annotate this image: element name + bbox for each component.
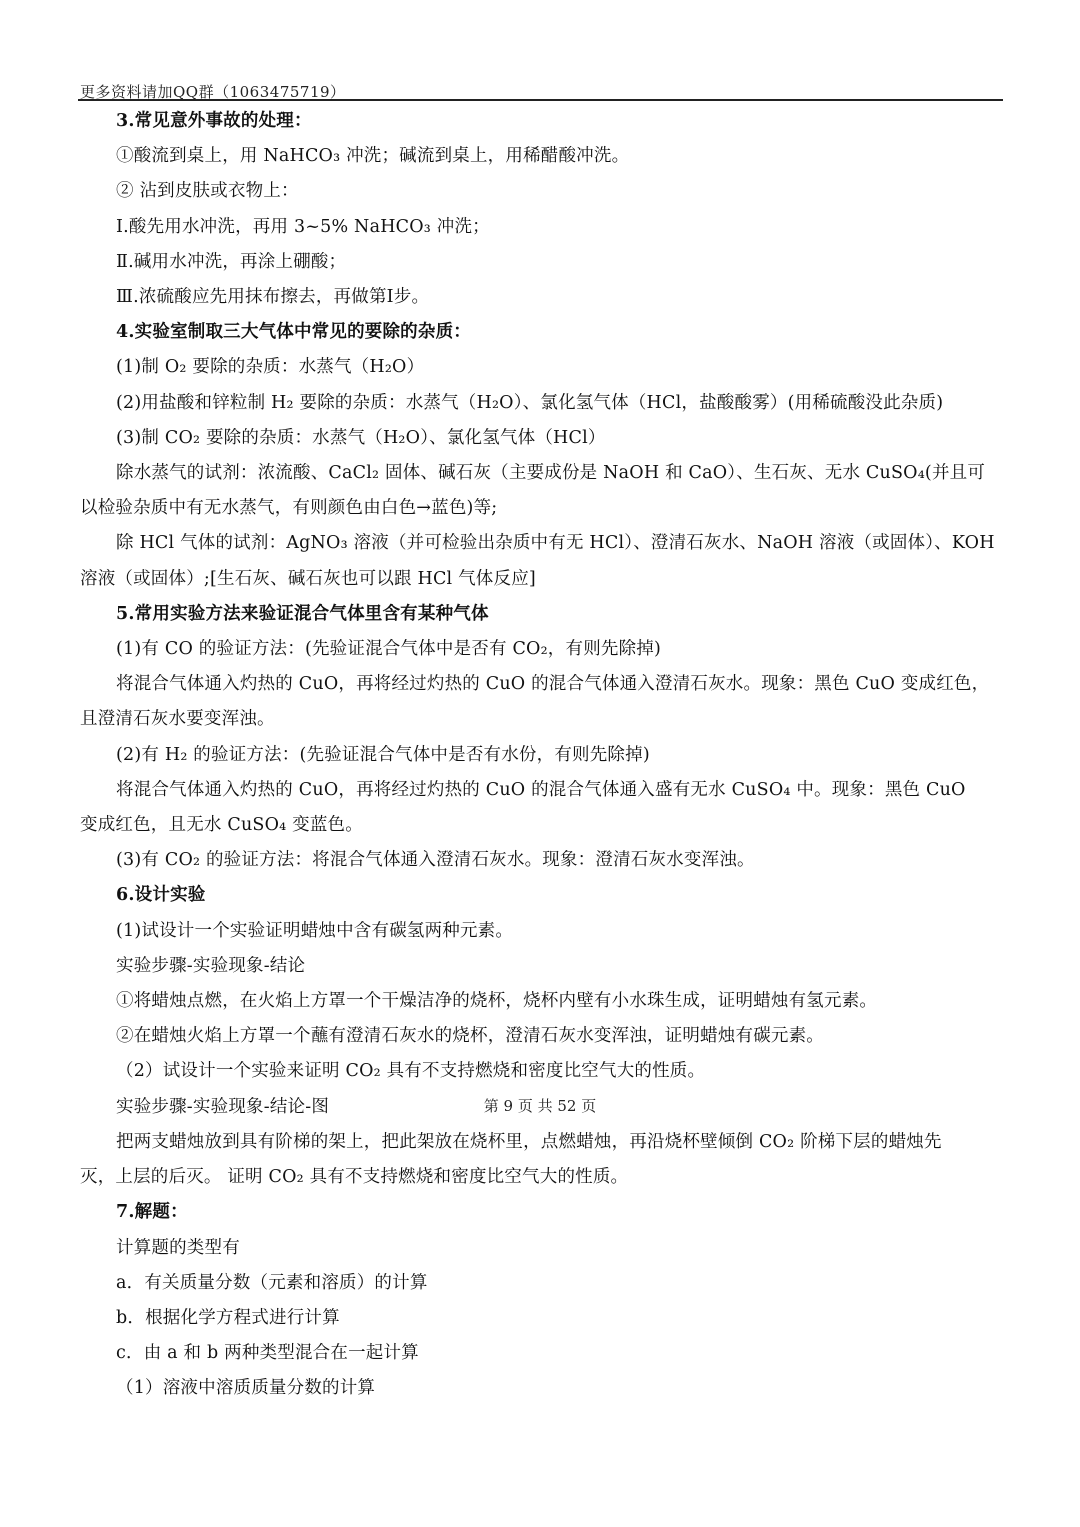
- paragraph: Ⅰ.酸先用水冲洗，再用 3~5% NaHCO₃ 冲洗；: [116, 216, 490, 237]
- page-header: 更多资料请加QQ群（1063475719）: [80, 83, 346, 101]
- paragraph: ② 沾到皮肤或衣物上：: [116, 181, 299, 202]
- paragraph: 将混合气体通入灼热的 CuO，再将经过灼热的 CuO 的混合气体通入澄清石灰水。现象：黑色 CuO 变成红色，: [116, 674, 990, 695]
- paragraph: ①将蜡烛点燃，在火焰上方罩一个干燥洁净的烧杯，烧杯内壁有小水珠生成，证明蜡烛有氢元素。: [116, 991, 878, 1012]
- paragraph: 把两支蜡烛放到具有阶梯的架上，把此架放在烧杯里，点燃蜡烛，再沿烧杯壁倾倒 CO₂ 阶梯下层的蜡烛先: [116, 1131, 942, 1152]
- paragraph: 实验步骤-实验现象-结论-图: [116, 1096, 330, 1117]
- paragraph-continued: 溶液（或固体）;[生石灰、碱石灰也可以跟 HCl 气体反应]: [80, 568, 536, 589]
- paragraph: Ⅲ.浓硫酸应先用抹布擦去，再做第Ⅰ步。: [116, 287, 430, 308]
- paragraph: (1)有 CO 的验证方法：(先验证混合气体中是否有 CO₂，有则先除掉): [116, 639, 662, 660]
- section-5-title: 5.常用实验方法来验证混合气体里含有某种气体: [116, 603, 489, 624]
- paragraph: (3)有 CO₂ 的验证方法：将混合气体通入澄清石灰水。现象：澄清石灰水变浑浊。: [116, 850, 755, 871]
- paragraph: 将混合气体通入灼热的 CuO，再将经过灼热的 CuO 的混合气体通入盛有无水 CuSO₄ 中。现象：黑色 CuO: [116, 779, 966, 800]
- paragraph: Ⅱ.碱用水冲洗，再涂上硼酸；: [116, 251, 347, 272]
- paragraph: 计算题的类型有: [116, 1237, 240, 1258]
- paragraph: (2)有 H₂ 的验证方法：(先验证混合气体中是否有水份，有则先除掉): [116, 744, 650, 765]
- paragraph: (3)制 CO₂ 要除的杂质：水蒸气（H₂O）、氯化氢气体（HCl）: [116, 427, 606, 448]
- page-number: 第 9 页 共 52 页: [483, 1097, 597, 1115]
- paragraph: 除 HCl 气体的试剂：AgNO₃ 溶液（并可检验出杂质中有无 HCl）、澄清石灰水、NaOH 溶液（或固体）、KOH: [116, 533, 995, 554]
- header-divider: [78, 99, 1003, 101]
- paragraph-continued: 灭，上层的后灭。 证明 CO₂ 具有不支持燃烧和密度比空气大的性质。: [80, 1167, 629, 1188]
- list-item: b．根据化学方程式进行计算: [116, 1307, 340, 1328]
- paragraph: (2)用盐酸和锌粒制 H₂ 要除的杂质：水蒸气（H₂O）、氯化氢气体（HCl，盐酸酸雾）(用稀硫酸没此杂质): [116, 392, 944, 413]
- section-4-title: 4.实验室制取三大气体中常见的要除的杂质：: [116, 322, 471, 343]
- paragraph: 除水蒸气的试剂：浓流酸、CaCl₂ 固体、碱石灰（主要成份是 NaOH 和 CaO）、生石灰、无水 CuSO₄(并且可: [116, 463, 986, 484]
- document-body: [80, 104, 1002, 1407]
- section-6-title: 6.设计实验: [116, 885, 206, 906]
- paragraph-continued: 变成红色，且无水 CuSO₄ 变蓝色。: [80, 815, 363, 836]
- paragraph: 实验步骤-实验现象-结论: [116, 955, 306, 976]
- paragraph: （1）溶液中溶质质量分数的计算: [116, 1378, 376, 1399]
- paragraph: ②在蜡烛火焰上方罩一个蘸有澄清石灰水的烧杯，澄清石灰水变浑浊，证明蜡烛有碳元素。: [116, 1026, 824, 1047]
- list-item: a．有关质量分数（元素和溶质）的计算: [116, 1272, 428, 1293]
- paragraph-continued: 且澄清石灰水要变浑浊。: [80, 709, 275, 730]
- paragraph-continued: 以检验杂质中有无水蒸气，有则颜色由白色→蓝色)等;: [80, 498, 498, 519]
- list-item: c．由 a 和 b 两种类型混合在一起计算: [116, 1343, 419, 1364]
- paragraph: (1)试设计一个实验证明蜡烛中含有碳氢两种元素。: [116, 920, 514, 941]
- paragraph: (1)制 O₂ 要除的杂质：水蒸气（H₂O）: [116, 357, 425, 378]
- section-3-title: 3.常见意外事故的处理：: [116, 111, 312, 131]
- paragraph: ①酸流到桌上，用 NaHCO₃ 冲洗；碱流到桌上，用稀醋酸冲洗。: [116, 146, 630, 167]
- paragraph: （2）试设计一个实验来证明 CO₂ 具有不支持燃烧和密度比空气大的性质。: [116, 1061, 706, 1082]
- section-7-title: 7.解题：: [116, 1202, 188, 1223]
